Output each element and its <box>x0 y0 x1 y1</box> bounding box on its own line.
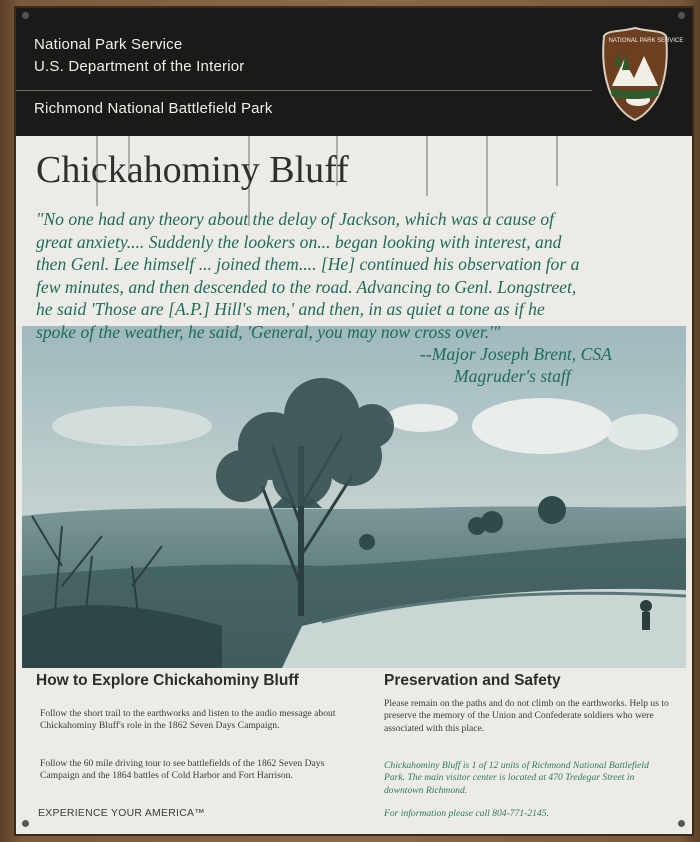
preservation-heading: Preservation and Safety <box>384 672 561 689</box>
attribution-role: Magruder's staff <box>454 366 571 386</box>
quote-attribution <box>420 343 612 387</box>
quote-line: "No one had any theory about the delay of Jackson, which was a cause of <box>36 209 555 229</box>
explore-paragraph: Follow the 60 mile driving tour to see battlefields of the 1862 Seven Days Campaign and the 1864 battles of Cold Harbor and Fort Harrison. <box>40 758 325 782</box>
department-name: U.S. Department of the Interior <box>34 58 245 75</box>
preservation-paragraph: Please remain on the paths and do not climb on the earthworks. Help us to preserve the memory of the Union and Confederate soldiers who were associated with this place. <box>384 698 669 734</box>
quote-line: he said 'Those are [A.P.] Hill's men,' and then, in as quiet a tone as if he <box>36 299 545 319</box>
weathering-streak <box>426 136 428 196</box>
explore-column <box>36 668 366 782</box>
units-paragraph: Chickahominy Bluff is 1 of 12 units of Richmond National Battlefield Park. The main visitor center is located at 470 Tredegar Street in downtown Richmond. <box>384 760 649 796</box>
weathering-streak <box>486 136 488 216</box>
quote-line: great anxiety.... Suddenly the lookers on... began looking with interest, and <box>36 231 562 252</box>
info-section <box>36 668 672 828</box>
nps-arrowhead-icon <box>600 26 684 122</box>
experience-tagline: EXPERIENCE YOUR AMERICA™ <box>38 808 205 819</box>
mounting-screw <box>678 12 685 19</box>
svg-text:NATIONAL PARK SERVICE: NATIONAL PARK SERVICE <box>608 38 684 44</box>
sign-title: Chickahominy Bluff <box>36 149 349 191</box>
contact-paragraph: For information please call 804-771-2145. <box>384 808 549 819</box>
mounting-screw <box>678 820 685 827</box>
quote-line: spoke of the weather, he said, 'General, you may now cross over.'" <box>36 321 501 342</box>
explore-paragraph: Follow the short trail to the earthworks and listen to the audio message about Chickahominy Bluff's role in the 1862 Seven Days Campaign. <box>40 708 336 732</box>
park-name: Richmond National Battlefield Park <box>34 100 273 117</box>
mounting-screw <box>22 820 29 827</box>
quote-line: then Genl. Lee himself ... joined them.... [He] continued his observation for a <box>36 254 580 274</box>
agency-name: National Park Service <box>34 36 183 53</box>
sign-header <box>16 8 692 136</box>
header-divider <box>16 90 592 91</box>
brent-quote <box>36 208 684 343</box>
explore-heading: How to Explore Chickahominy Bluff <box>36 672 299 689</box>
mounting-screw <box>22 12 29 19</box>
quote-line: few minutes, and then descended to the road. Advancing to Genl. Longstreet, <box>36 276 577 297</box>
attribution-name: --Major Joseph Brent, CSA <box>420 344 612 364</box>
preservation-column <box>384 668 674 819</box>
wayside-sign <box>16 8 692 834</box>
weathering-streak <box>556 136 558 186</box>
